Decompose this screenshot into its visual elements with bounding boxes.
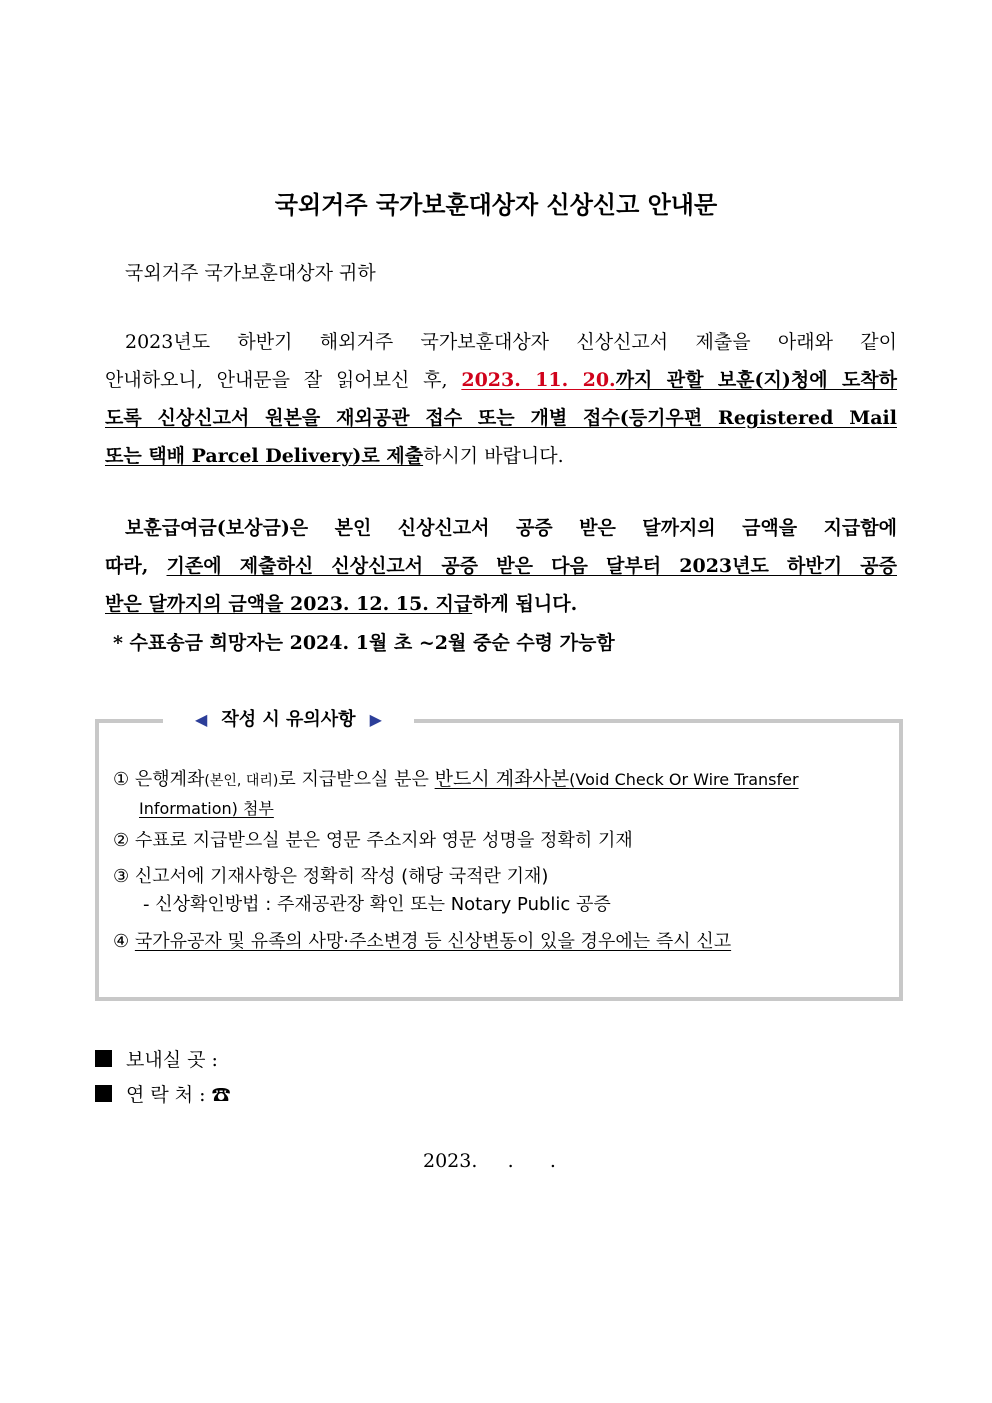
salutation: 국외거주 국가보훈대상자 귀하 xyxy=(125,262,376,284)
item1-f: Information) 첨부 xyxy=(139,799,274,818)
notice-item-1 xyxy=(113,765,893,823)
square-bullet-icon xyxy=(95,1050,112,1067)
check-remittance-note: * 수표송금 희망자는 2024. 1월 초 ~2월 중순 수령 가능함 xyxy=(113,632,615,654)
notice-item-3 xyxy=(113,863,893,919)
triangle-left-icon: ◀ xyxy=(195,710,208,729)
p1-line-4-b: 하시기 바랍니다. xyxy=(423,445,564,467)
square-bullet-icon xyxy=(95,1085,112,1102)
p2-line-2 xyxy=(105,547,897,585)
item1-d: 반드시 계좌사본 xyxy=(434,768,570,790)
send-to-label: 보내실 곳 : xyxy=(126,1049,218,1071)
p1-line-3: 도록 신상신고서 원본을 재외공관 접수 또는 개별 접수(등기우편 Registered Mail xyxy=(105,407,897,429)
item1-a: ① 은행계좌 xyxy=(113,769,205,790)
item3-a: ③ 신고서에 기재사항은 정확히 작성 (해당 국적란 기재) xyxy=(113,866,549,887)
p2-line-2-a: 따라, xyxy=(105,555,167,577)
send-to-line xyxy=(95,1045,218,1072)
p2-line-3-a: 받은 달까지의 금액을 2023. 12. 15. 지급 xyxy=(105,593,473,615)
p1-line-4-a: 또는 택배 Parcel Delivery)로 제출 xyxy=(105,445,424,467)
p1-line-2-a: 안내하오니, 안내문을 잘 읽어보신 후, xyxy=(105,369,462,391)
p1-line-1: 2023년도 하반기 해외거주 국가보훈대상자 신상신고서 제출을 아래와 같이 xyxy=(125,331,897,353)
p1-line-4 xyxy=(105,437,897,475)
item1-c: 로 지급받으실 분은 xyxy=(278,769,435,790)
notice-item-2: ② 수표로 지급받으실 분은 영문 주소지와 영문 성명을 정확히 기재 xyxy=(113,830,633,851)
contact-label: 연 락 처 : xyxy=(126,1084,206,1106)
p2-line-3 xyxy=(105,585,897,623)
p1-line-2 xyxy=(105,361,897,399)
notice-box-title xyxy=(163,705,414,735)
item1-e: (Void Check Or Wire Transfer xyxy=(569,770,799,789)
paragraph-2 xyxy=(105,509,897,623)
deadline-date: 2023. 11. 20. xyxy=(461,369,616,391)
page-title: 국외거주 국가보훈대상자 신상신고 안내문 xyxy=(274,191,718,219)
paragraph-1 xyxy=(105,323,897,475)
notice-box-title-text: 작성 시 유의사항 xyxy=(221,709,356,730)
p2-line-1: 보훈급여금(보상금)은 본인 신상신고서 공증 받은 달까지의 금액을 지급함에 xyxy=(125,517,897,539)
item4-b: 국가유공자 및 유족의 사망·주소변경 등 신상변동이 있을 경우에는 즉시 신고 xyxy=(134,931,732,952)
p2-line-2-b: 기존에 제출하신 신상신고서 공증 받은 다음 달부터 2023년도 하반기 공증 xyxy=(166,555,897,577)
phone-icon: ☎ xyxy=(211,1084,231,1106)
document-date: 2023. . . xyxy=(423,1150,556,1172)
item1-b: (본인, 대리) xyxy=(204,773,279,789)
item1-line-2 xyxy=(113,795,893,823)
notice-item-4 xyxy=(113,928,893,956)
item4-a: ④ xyxy=(113,931,135,952)
notice-box xyxy=(95,719,903,1001)
contact-line xyxy=(95,1080,231,1107)
p2-line-3-b: 하게 됩니다. xyxy=(472,593,578,615)
p1-line-2-c: 까지 관할 보훈(지)청에 도착하 xyxy=(615,369,898,391)
triangle-right-icon: ▶ xyxy=(369,710,382,729)
item3-b: - 신상확인방법 : 주재공관장 확인 또는 Notary Public 공증 xyxy=(143,894,611,915)
